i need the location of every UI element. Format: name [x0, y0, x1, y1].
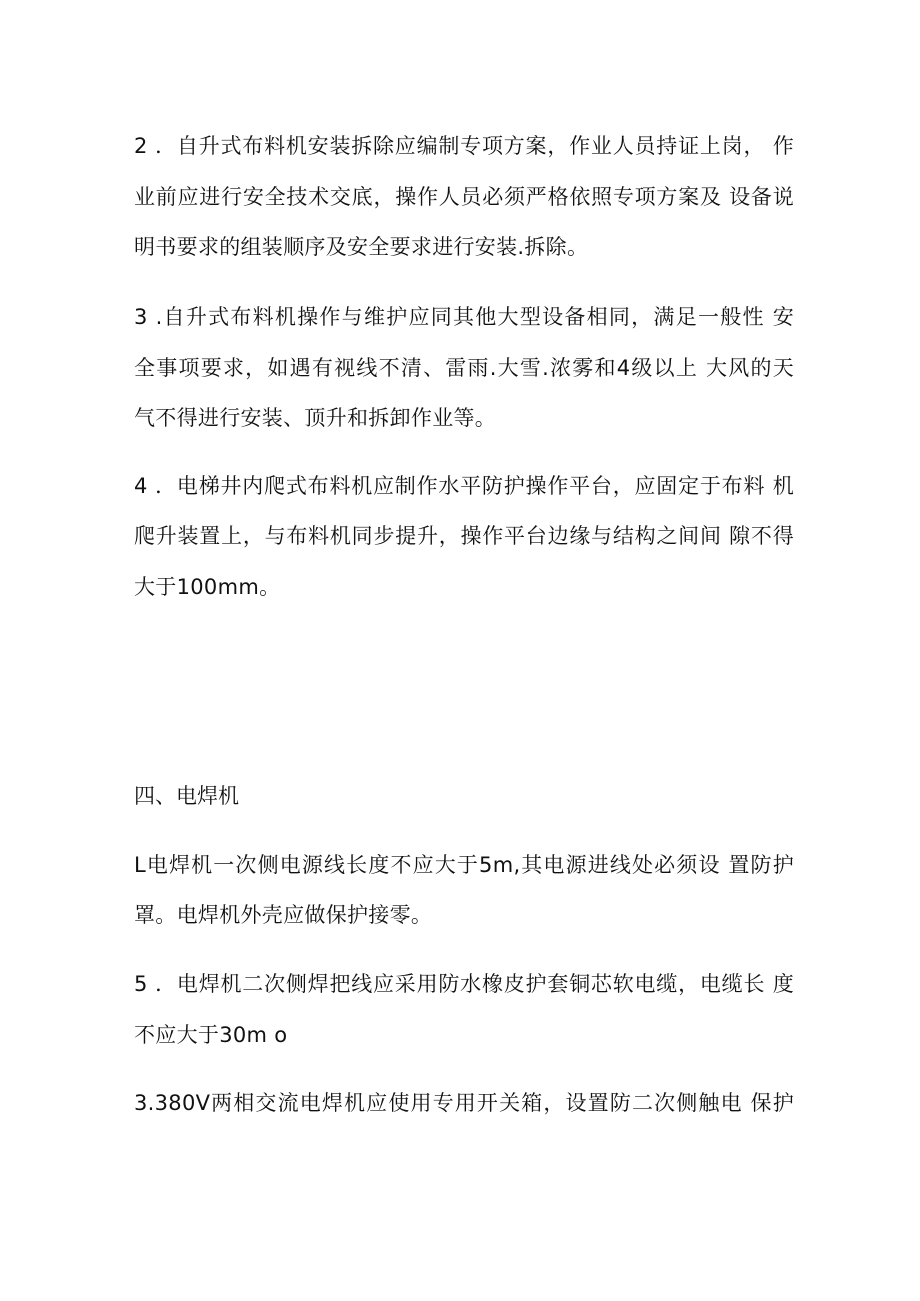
- paragraph-3-line-2: 全事项要求，如遇有视线不清、雷雨.大雪.浓雾和4级以上 大风的天: [134, 356, 794, 380]
- section-heading-welder: 四、电焊机: [134, 784, 239, 808]
- paragraph-2-line-1: 2 ．自升式布料机安装拆除应编制专项方案，作业人员持证上岗， 作: [134, 134, 794, 158]
- welder-item-5-line-1: 5 ．电焊机二次侧焊把线应采用防水橡皮护套铜芯软电缆，电缆长 度: [134, 972, 794, 996]
- welder-item-1-line-1: L电焊机一次侧电源线长度不应大于5m,其电源进线处必须设 置防护: [134, 853, 794, 877]
- paragraph-3-line-1: 3 .自升式布料机操作与维护应同其他大型设备相同，满足一般性 安: [134, 305, 794, 329]
- welder-item-3-line-1: 3.380V两相交流电焊机应使用专用开关箱，设置防二次侧触电 保护: [134, 1091, 794, 1115]
- paragraph-4-line-1: 4 ．电梯井内爬式布料机应制作水平防护操作平台，应固定于布料 机: [134, 474, 794, 498]
- welder-item-1-line-2: 罩。电焊机外壳应做保护接零。: [134, 903, 433, 927]
- welder-item-5-line-2: 不应大于30m o: [134, 1023, 288, 1047]
- paragraph-2-line-2: 业前应进行安全技术交底，操作人员必须严格依照专项方案及 设备说: [134, 185, 794, 209]
- paragraph-4-line-2: 爬升装置上，与布料机同步提升，操作平台边缘与结构之间间 隙不得: [134, 524, 794, 548]
- paragraph-3-line-3: 气不得进行安装、顶升和拆卸作业等。: [134, 406, 497, 430]
- paragraph-2-line-3: 明书要求的组装顺序及安全要求进行安装.拆除。: [134, 235, 589, 259]
- paragraph-4-line-3: 大于100mm。: [134, 575, 281, 599]
